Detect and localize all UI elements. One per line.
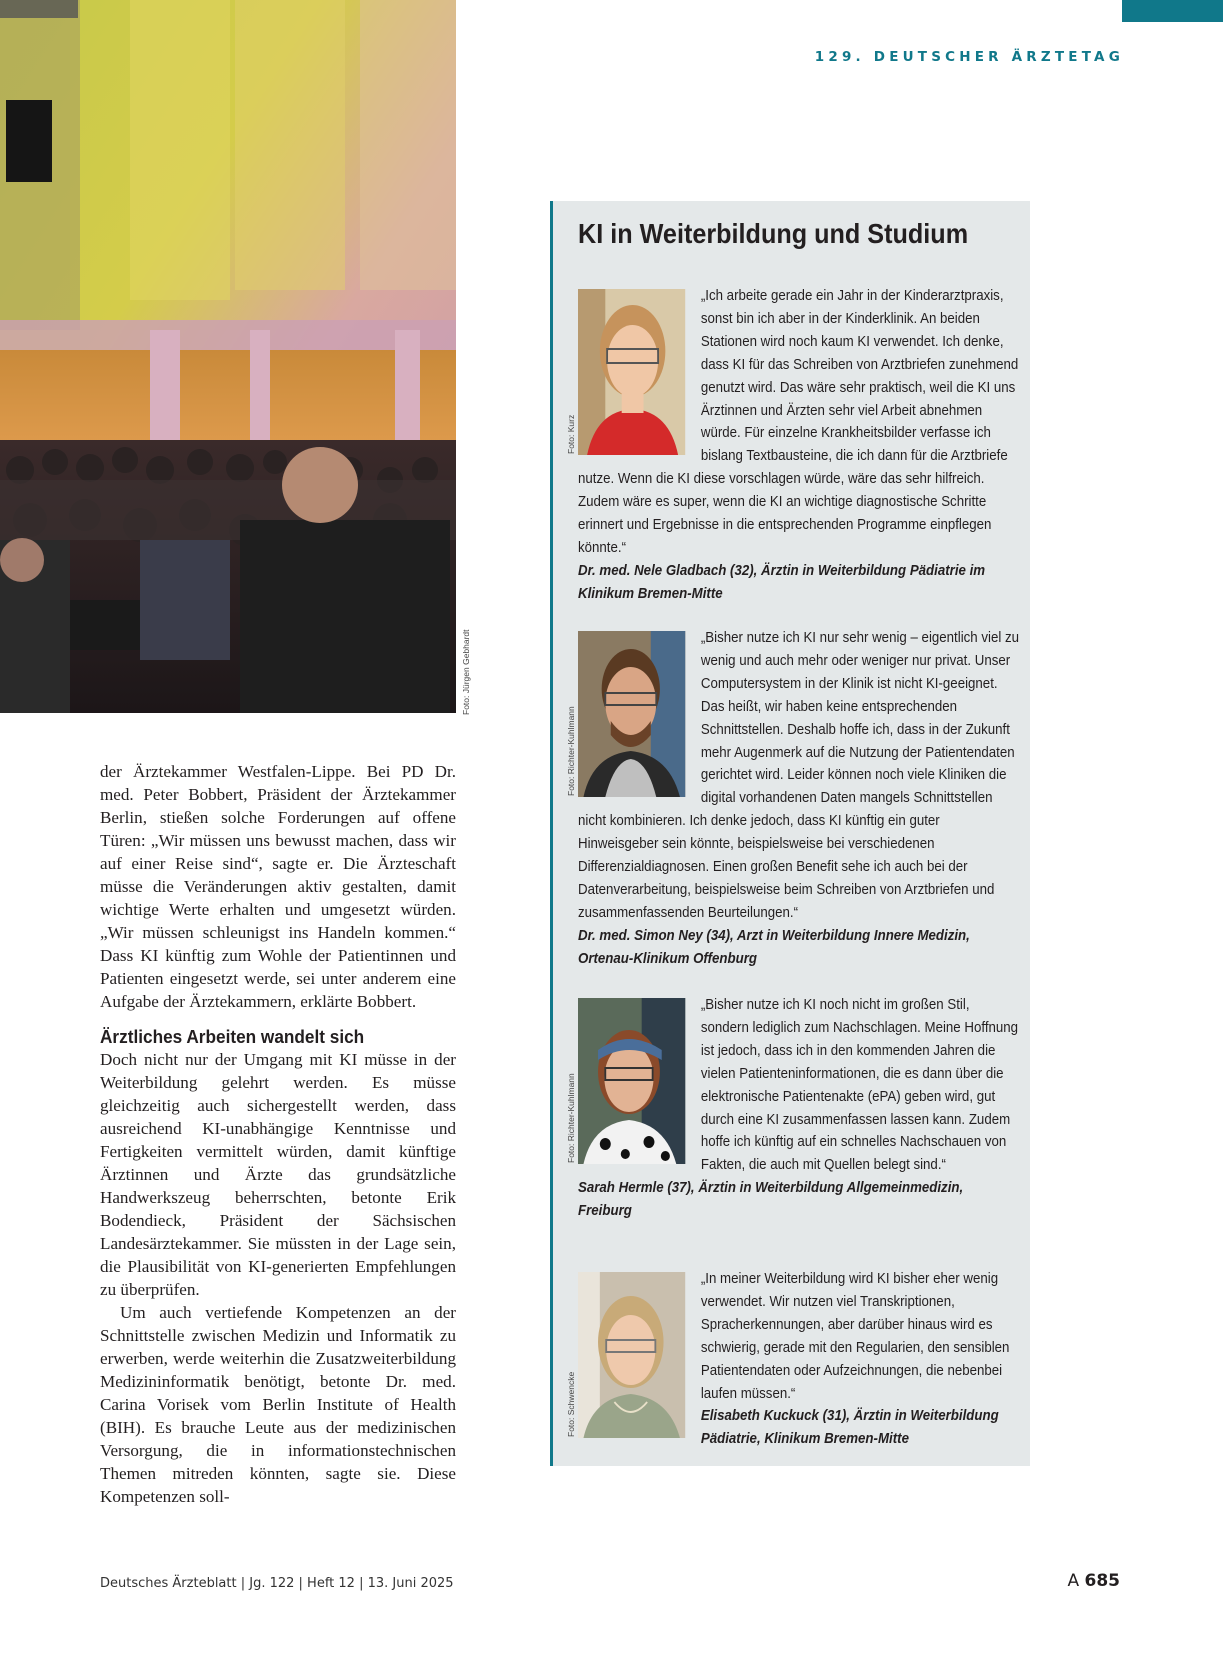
quote-attribution: Dr. med. Simon Ney (34), Arzt in Weiterbildung Innere Medizin, Ortenau-Klinikum Offenburg	[578, 927, 970, 967]
article-subheading: Ärztliches Arbeiten wandelt sich	[100, 1026, 365, 1047]
footer-publication: Deutsches Ärzteblatt | Jg. 122 | Heft 12 | 13. Juni 2025	[100, 1576, 454, 1591]
article-paragraph: der Ärztekammer Westfalen-Lippe. Bei PD Dr. med. Peter Bobbert, Präsident der Ärztekammer Berlin, stießen solche Forderungen auf offene Türen: „Wir müssen uns bewusst machen, dass wir auf einer Reise sind“, sagte er. Die Ärzteschaft müsse die Veränderungen aktiv gestalten, damit wichtige Werte erhalten und umgesetzt würden. „Wir müssen schleunigst ins Handeln kommen.“ Dass KI künftig zum Wohle der Patientinnen und Patienten eingesetzt werde, sei unter anderem eine Aufgabe der Ärztekammern, erklärte Bobbert.	[100, 762, 456, 1011]
section-label: 129. DEUTSCHER ÄRZTETAG	[814, 49, 1124, 65]
section-color-tab	[1122, 0, 1223, 22]
portrait-photo	[578, 289, 685, 455]
quote-block	[578, 1268, 1018, 1451]
page-number-value: 685	[1084, 1571, 1120, 1591]
portrait-credit: Foto: Schwencke	[566, 1371, 576, 1437]
infobox	[550, 201, 1030, 1466]
page-number	[1067, 1571, 1120, 1591]
quote-text: „In meiner Weiterbildung wird KI bisher eher wenig verwendet. Wir nutzen viel Transkriptionen, Spracherkennungen, aber darüber hinaus wird es schwierig, gerade mit den Regularien, den sensiblen Patientendaten oder Aufzeichnungen, die nebenbei laufen müssen.“	[700, 1271, 1010, 1402]
quote-text: „Bisher nutze ich KI nur sehr wenig – eigentlich viel zu wenig und auch mehr oder weniger nur privat. Unser Computersystem in der Klinik ist nicht KI-geeignet. Das heißt, wir haben keine entsprechenden Schnittstellen. Deshalb hoffe ich, dass in der Zukunft mehr Augenmerk auf die Nutzung der Patientendaten gerichtet wird. Leider können noch viele Kliniken die digital vorhandenen Daten mangels Schnittstellen nicht kombinieren. Ich denke jedoch, dass KI künftig ein guter Hinweisgeber sein könnte, beispielsweise bei verschiedenen Differenzialdiagnosen. Einen großen Benefit sehe ich auch bei der Datenverarbeitung, beispielsweise beim Schreiben von Arztbriefen und zusammenfassenden Beurteilungen.“	[578, 630, 1020, 921]
portrait-credit: Foto: Richter-Kuhlmann	[566, 1073, 576, 1163]
quote-text: „Bisher nutze ich KI noch nicht im großen Stil, sondern lediglich zum Nachschlagen. Meine Hoffnung ist jedoch, dass ich in den kommenden Jahren die vielen Patienteninformationen, die es dann über die elektronische Patientenakte (ePA) geben wird, gut durch eine KI zusammenfassen lassen kann. Zudem hoffe ich künftig auf ein schnelles Nachschauen von Fakten, die auch mit Quellen belegt sind.“	[700, 997, 1019, 1174]
portrait-credit: Foto: Kurz	[566, 414, 576, 454]
quote-attribution: Sarah Hermle (37), Ärztin in Weiterbildung Allgemeinmedizin, Freiburg	[578, 1180, 964, 1220]
infobox-title: KI in Weiterbildung und Studium	[578, 218, 969, 249]
article-body	[100, 760, 456, 1508]
quote-block	[578, 285, 1018, 606]
portrait-credit: Foto: Richter-Kuhlmann	[566, 706, 576, 796]
portrait-photo	[578, 998, 685, 1164]
page-prefix: A	[1067, 1571, 1080, 1591]
quote-attribution: Dr. med. Nele Gladbach (32), Ärztin in Weiterbildung Pädiatrie im Klinikum Bremen-Mitte	[578, 562, 986, 602]
quote-text: „Ich arbeite gerade ein Jahr in der Kinderarztpraxis, sonst bin ich aber in der Kinderklinik. An beiden Stationen wird noch kaum KI verwendet. Ich denke, dass KI für das Schreiben von Arztbriefen zunehmend genutzt wird. Das wäre sehr praktisch, weil die KI uns Ärztinnen und Ärzten sehr viel Arbeit abnehmen würde. Für einzelne Krankheitsbilder verfasse ich bislang Textbausteine, die ich dann für die Arztbriefe nutze. Wenn die KI diese vorschlagen würde, wäre das sehr hilfreich. Zudem wäre es super, wenn die KI an wichtige diagnostische Schritte erinnert und Ergebnisse in die entsprechenden Programme einpflegen könnte.“	[578, 288, 1019, 556]
article-paragraph: Um auch vertiefende Kompetenzen an der Schnittstelle zwischen Medizin und Informatik zu erwerben, werde weiterhin die Zusatzweiterbildung Medizininformatik benötigt, betonte Dr. med. Carina Vorisek vom Berlin Institute of Health (BIH). Es brauche Leute aus der medizinischen Versorgung, die in informationstechnischen Themen mitreden könnten, sagte sie. Diese Kompetenzen soll-	[100, 1303, 456, 1506]
article-paragraph: Doch nicht nur der Umgang mit KI müsse in der Weiterbildung gelehrt werden. Es müsse gleichzeitig auch sichergestellt werden, dass ausreichend KI-unabhängige Kenntnisse und Fertigkeiten vermittelt würden, damit künftige Ärztinnen und Ärzte das grundsätzliche Handwerkszeug beherrschten, betonte Erik Bodendieck, Präsident der Sächsischen Landesärztekammer. Sie müssten in der Lage sein, die Plausibilität von KI-generierten Empfehlungen zu überprüfen.	[100, 1050, 456, 1299]
quote-block	[578, 627, 1018, 971]
photo-credit: Foto: Jürgen Gebhardt	[461, 629, 471, 715]
quote-attribution: Elisabeth Kuckuck (31), Ärztin in Weiterbildung Pädiatrie, Klinikum Bremen-Mitte	[700, 1408, 999, 1448]
portrait-photo	[578, 1272, 685, 1438]
portrait-photo	[578, 631, 685, 797]
conference-photo	[0, 0, 456, 713]
quote-block	[578, 994, 1018, 1223]
